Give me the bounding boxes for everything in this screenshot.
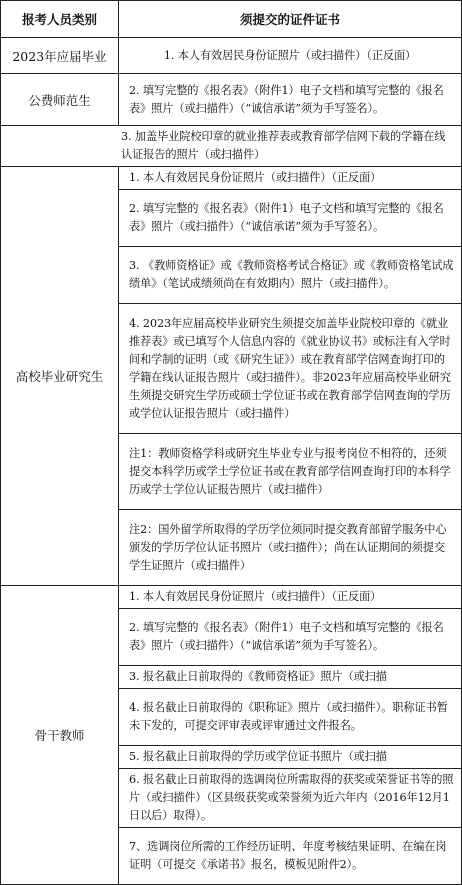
document-item: 3. 报名截止日前取得的《教师资格证》照片（或扫描: [119, 666, 462, 689]
header-documents: 须提交的证件证书: [119, 1, 462, 38]
document-item: 2. 填写完整的《报名表》（附件1）电子文档和填写完整的《报名表》照片（或扫描件）（“诚信承诺”须为手写签名）。: [119, 609, 462, 666]
table-row: [1, 126, 462, 167]
document-item: 3. 加盖毕业院校印章的就业推荐表或教育部学信网下载的学籍在线认证报告的照片（或扫描件）: [1, 126, 462, 167]
document-item: 注1：教师资格学科或研究生毕业专业与报考岗位不相符的，还须提交本科学历或学士学位证书或在教育部学信网查询打印的本科学历或学士学位认证报告照片（或扫描件）: [119, 434, 462, 510]
document-item: 4. 2023年应届高校毕业研究生须提交加盖毕业院校印章的《就业推荐表》或已填写个人信息内容的《就业协议书》或标注有入学时间和学制的证明（或《研究生证》）或在教育部学信网查询打印的学籍在线认证报告照片（或扫描件）。非2023年应届高校毕业研究生须提交研究生学历或硕士学位证书或在教育部学信网查询的学历或学位认证报告照片（或扫描件）: [119, 304, 462, 434]
category-cell: 2023年应届毕业: [1, 38, 119, 74]
category-cell: 骨干教师: [1, 586, 119, 885]
document-item: 4. 报名截止日前取得的《职称证》照片（或扫描件）。职称证书暂未下发的，可提交评审表或评审通过文件报名。: [119, 689, 462, 746]
document-item: 1. 本人有效居民身份证照片（或扫描件）（正反面）: [119, 586, 462, 609]
category-cell: 高校毕业研究生: [1, 167, 119, 586]
document-item: 2. 填写完整的《报名表》（附件1）电子文档和填写完整的《报名表》照片（或扫描件）（“诚信承诺”须为手写签名）。: [119, 190, 462, 247]
category-cell: 公费师范生: [1, 74, 119, 126]
document-item: 2. 填写完整的《报名表》（附件1）电子文档和填写完整的《报名表》照片（或扫描件）（“诚信承诺”须为手写签名）。: [119, 74, 462, 126]
document-item: 3. 《教师资格证》或《教师资格考试合格证》或《教师资格笔试成绩单》（笔试成绩须尚在有效期内）照片（或扫描件）。: [119, 247, 462, 304]
document-item: 1. 本人有效居民身份证照片（或扫描件）（正反面）: [119, 167, 462, 190]
document-item: 1. 本人有效居民身份证照片（或扫描件）（正反面）: [119, 38, 462, 74]
header-category: 报考人员类别: [1, 1, 119, 38]
table-row: [1, 38, 462, 74]
document-item: 7、选调岗位所需的工作经历证明、年度考核结果证明、在编在岗证明（可提交《承诺书》报名，模板见附件2）。: [119, 828, 462, 885]
table-row: [1, 74, 462, 126]
table-row: [1, 586, 462, 609]
document-item: 注2：国外留学所取得的学历学位须同时提交教育部留学服务中心颁发的学历学位认证书照片（或扫描件）；尚在认证期间的须提交学生证照片（或扫描件）: [119, 510, 462, 586]
document-item: 5. 报名截止日前取得的学历或学位证书照片（或扫描: [119, 746, 462, 769]
table-header-row: [1, 1, 462, 38]
table-row: [1, 167, 462, 190]
document-item: 6. 报名截止日前取得的选调岗位所需取得的获奖或荣誉证书等的照片（或扫描件）（区县级获奖或荣誉须为近六年内（2016年12月1日以后）取得）。: [119, 769, 462, 828]
